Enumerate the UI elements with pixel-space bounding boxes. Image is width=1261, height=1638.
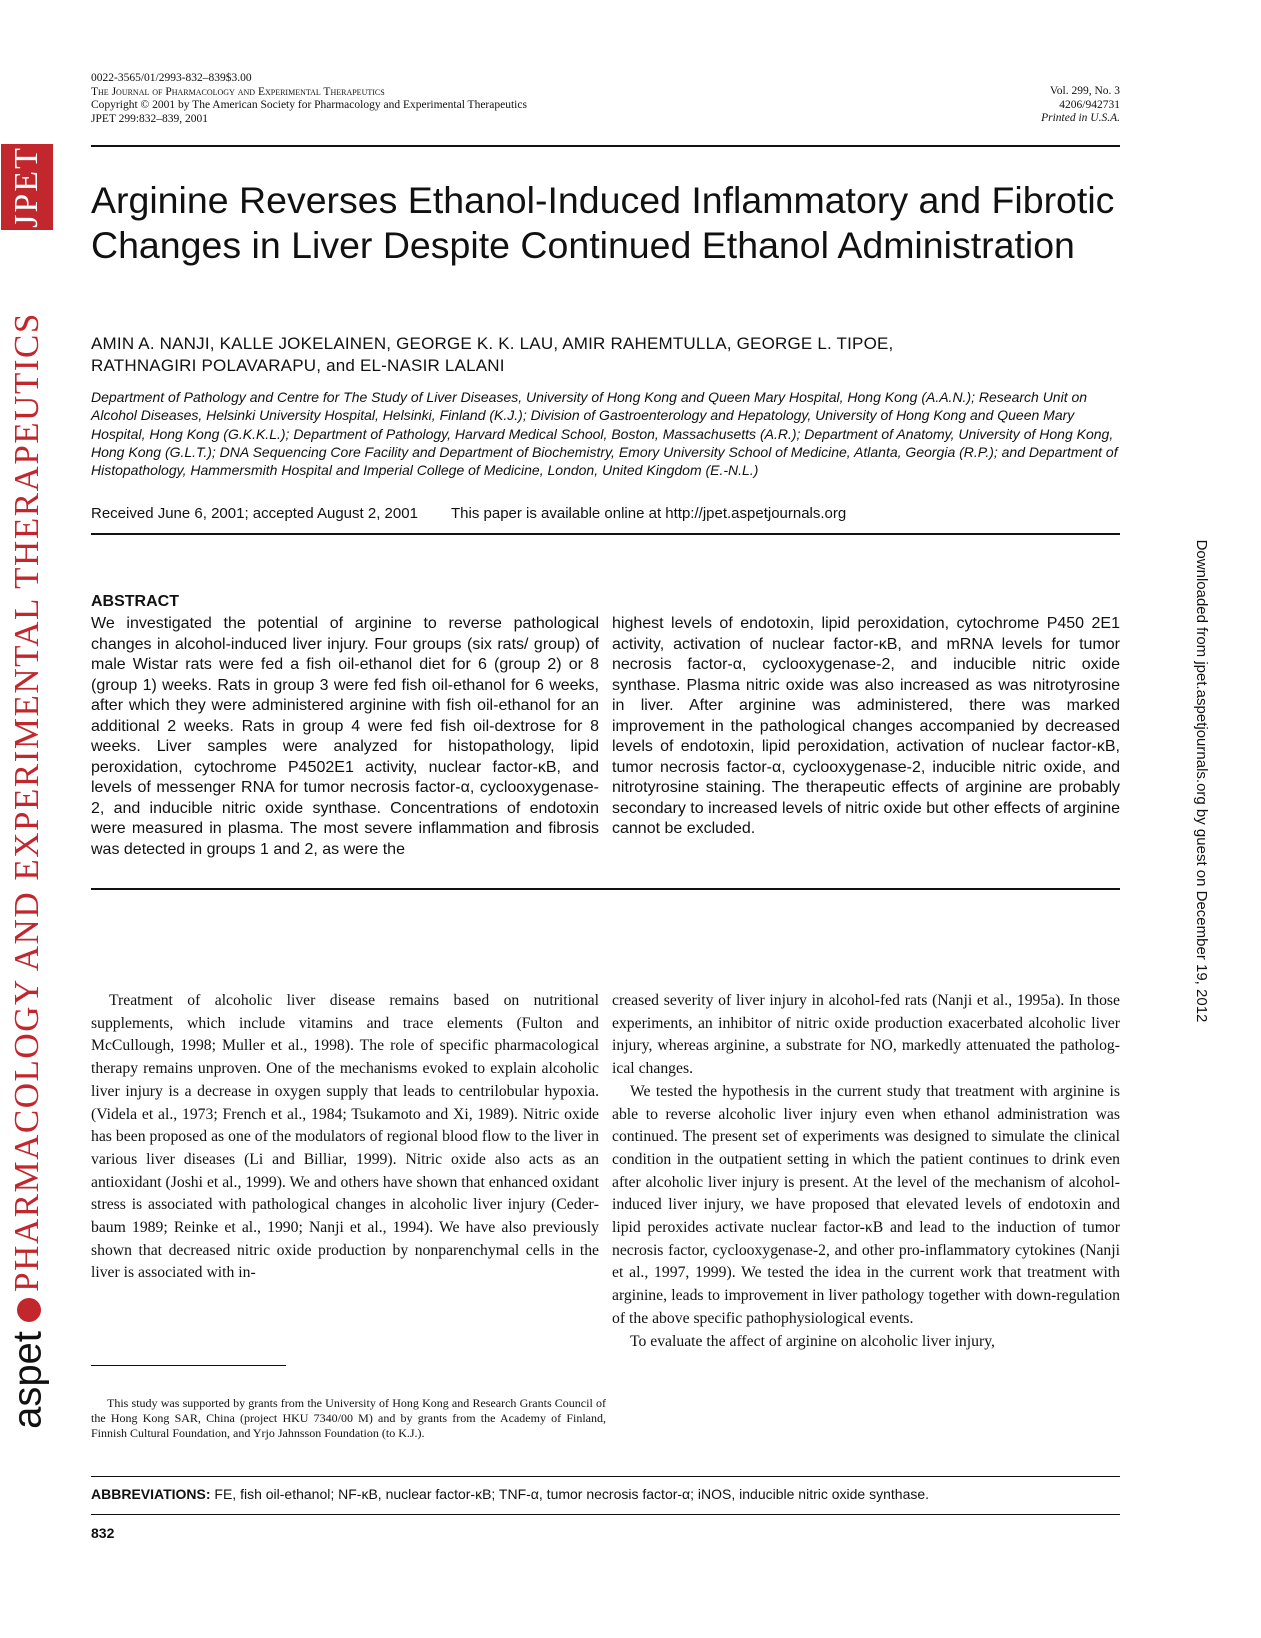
issn-line: 0022-3565/01/2993-832–839$3.00 bbox=[91, 72, 252, 84]
abstract-heading: ABSTRACT bbox=[91, 593, 179, 610]
abstract-top-rule bbox=[91, 533, 1120, 535]
download-notice-vertical: Downloaded from jpet.aspetjournals.org by guest on December 19, 2012 bbox=[1193, 539, 1210, 1023]
abstract-bottom-rule bbox=[91, 888, 1120, 890]
abbreviations-text: FE, fish oil-ethanol; NF-κB, nuclear factor-κB; TNF-α, tumor necrosis factor-α; iNOS, inducible nitric oxide synthase. bbox=[210, 1486, 930, 1502]
body-paragraph: creased severity of liver injury in alcohol-fed rats (Nanji et al., 1995a). In those experiments, an inhibitor of nitric oxide production exacerbated alcoholic liver injury, whereas arginine, a substrate for NO, markedly attenuated the pathological changes. bbox=[612, 992, 1120, 1078]
header-rule bbox=[91, 145, 1120, 147]
footnote-rule bbox=[91, 1365, 286, 1366]
abstract-column-left: We investigated the potential of arginine to reverse pathological changes in alcohol-induced liver injury. Four groups (six rats/ group) of male Wistar rats were fed a fish oil-ethanol diet for 6 (group 2) or 8 (group 1) weeks. Rats in group 3 were fed fish oil-ethanol for 6 weeks, after which they were administered arginine with fish oil-ethanol for an additional 2 weeks. Rats in group 4 were fed fish oil-dextrose for 8 weeks. Liver samples were analyzed for histopathology, lipid peroxidation, cytochrome P4502E1 activity, nuclear factor-κB, and levels of messenger RNA for tumor necrosis factor-α, cyclooxygenase-2, and inducible nitric oxide synthase. Concentrations of endotoxin were measured in plasma. The most severe inflammation and fibrosis was detected in groups 1 and 2, as were the bbox=[91, 615, 599, 858]
jpet-logo-box bbox=[1, 144, 53, 230]
article-id-line: 4206/942731 bbox=[1059, 98, 1120, 111]
printed-line: Printed in U.S.A. bbox=[1041, 112, 1120, 124]
citation-line: JPET 299:832–839, 2001 bbox=[91, 112, 209, 125]
page-number: 832 bbox=[91, 1525, 115, 1541]
journal-name-vertical: PHARMACOLOGY AND EXPERIMENTAL THERAPEUTICS bbox=[7, 312, 46, 1292]
received-line bbox=[91, 505, 846, 523]
body-paragraph: We tested the hypothesis in the current study that treatment with arginine is able to reverse alcoholic liver injury even when ethanol administration was continued. The present set of experiments was designed to simulate the clinical condition in the outpatient setting in which the patient continues to drink even after alcoholic liver injury is present. At the level of the mechanism of alcohol-induced liver injury, we have proposed that elevated levels of endotoxin and lipid peroxides activate nuclear factor-κB and lead to the induction of tumor necrosis factor, cyclooxygenase-2, and other pro-inflammatory cytokines (Nanji et al., 1997, 1999). We tested the idea in the current work that treatment with arginine, leads to improvement in liver pathology together with down-regulation of the above specific pathophysiological events. bbox=[612, 1082, 1120, 1327]
aspet-logo bbox=[0, 1290, 56, 1450]
received-dates: Received June 6, 2001; accepted August 2, 2001 bbox=[91, 505, 418, 522]
abbreviations bbox=[91, 1485, 1120, 1503]
title-line-1: Arginine Reverses Ethanol-Induced Inflammatory and Fibrotic bbox=[91, 179, 1115, 221]
body-paragraph: Treatment of alcoholic liver disease remains based on nutritional supplements, which include vitamins and trace elements (Fulton and McCullough, 1998; Muller et al., 1998). The role of specific pharmacological therapy remains unproven. One of the mechanisms evoked to explain alcoholic liver injury is a decrease in oxygen supply that leads to centrilobular hypoxia. (Videla et al., 1973; French et al., 1984; Tsukamoto and Xi, 1989). Nitric oxide has been proposed as one of the modulators of regional blood flow to the liver in various liver diseases (Li and Billiar, 1999). Nitric oxide also acts as an antioxidant (Joshi et al., 1999). We and others have shown that enhanced oxidant stress is associated with pathological changes in alcoholic liver injury (Cederbaum 1989; Reinke et al., 1990; Nanji et al., 1994). We have also previously shown that decreased nitric oxide production by nonparenchymal cells in the liver is associated with in- bbox=[91, 992, 599, 1282]
body-column-left bbox=[91, 990, 599, 1285]
body-paragraph: To evaluate the affect of arginine on alcoholic liver injury, bbox=[630, 1332, 995, 1350]
jpet-logo-text: JPET bbox=[8, 146, 45, 228]
journal-header-left bbox=[91, 72, 527, 126]
affiliations: Department of Pathology and Centre for The Study of Liver Diseases, University of Hong Kong and Queen Mary Hospital, Hong Kong (A.A.N.); Research Unit on Alcohol Diseases, Helsinki University Hospital, Helsinki, Finland (K.J.); Division of Gastroenterology and Hepatology, University of Hong Kong and Queen Mary Hospital, Hong Kong (G.K.K.L.); Department of Pathology, Harvard Medical School, Boston, Massachusetts (A.R.); Department of Anatomy, University of Hong Kong, Hong Kong (G.L.T.); DNA Sequencing Core Facility and Department of Biochemistry, Emory University School of Medicine, Atlanta, Georgia (R.P.); and Department of Histopathology, Hammersmith Hospital and Imperial College of Medicine, London, United Kingdom (E.-N.L.) bbox=[91, 389, 1118, 479]
abstract-column-right: highest levels of endotoxin, lipid peroxidation, cytochrome P450 2E1 activity, activation of nuclear factor-κB, and mRNA levels for tumor necrosis factor-α, cyclooxygenase-2, and inducible nitric oxide synthase. Plasma nitric oxide was also increased as was nitrotyrosine in liver. After arginine was administered, there was marked improvement in the pathological changes accompanied by decreased levels of endotoxin, lipid peroxidation, activation of nuclear factor-κB, tumor necrosis factor-α, cyclooxygenase-2, inducible nitric oxide, and nitrotyrosine staining. The therapeutic effects of arginine are probably secondary to increased levels of nitric oxide but other effects of arginine cannot be excluded. bbox=[612, 615, 1120, 837]
body-column-right bbox=[612, 990, 1120, 1353]
abbreviations-rule bbox=[91, 1476, 1120, 1477]
volume-line: Vol. 299, No. 3 bbox=[1049, 85, 1120, 97]
page-bottom-rule bbox=[91, 1514, 1120, 1515]
copyright-line: Copyright © 2001 by The American Society for Pharmacology and Experimental Therapeutics bbox=[91, 99, 527, 111]
title-line-2: Changes in Liver Despite Continued Ethanol Administration bbox=[91, 224, 1075, 266]
aspet-logo-icon bbox=[17, 1298, 41, 1322]
online-availability: This paper is available online at http://jpet.aspetjournals.org bbox=[451, 505, 847, 522]
abbreviations-label: ABBREVIATIONS: bbox=[91, 1486, 211, 1502]
aspet-logo-text: aspet bbox=[5, 1330, 50, 1429]
authors-line-1: AMIN A. NANJI, KALLE JOKELAINEN, GEORGE K. K. LAU, AMIR RAHEMTULLA, GEORGE L. TIPOE, bbox=[91, 334, 894, 353]
funding-footnote: This study was supported by grants from the University of Hong Kong and Research Grants Council of the Hong Kong SAR, China (project HKU 7340/00 M) and by grants from the Academy of Finland, Finnish Cultural Foundation, and Yrjo Jahnsson Foundation (to K.J.). bbox=[91, 1396, 606, 1441]
article-title bbox=[91, 178, 1131, 268]
journal-name-line: The Journal of Pharmacology and Experimental Therapeutics bbox=[91, 85, 385, 98]
author-list bbox=[91, 333, 1120, 377]
journal-header-right bbox=[1041, 85, 1120, 126]
authors-line-2: RATHNAGIRI POLAVARAPU, and EL-NASIR LALANI bbox=[91, 356, 505, 375]
